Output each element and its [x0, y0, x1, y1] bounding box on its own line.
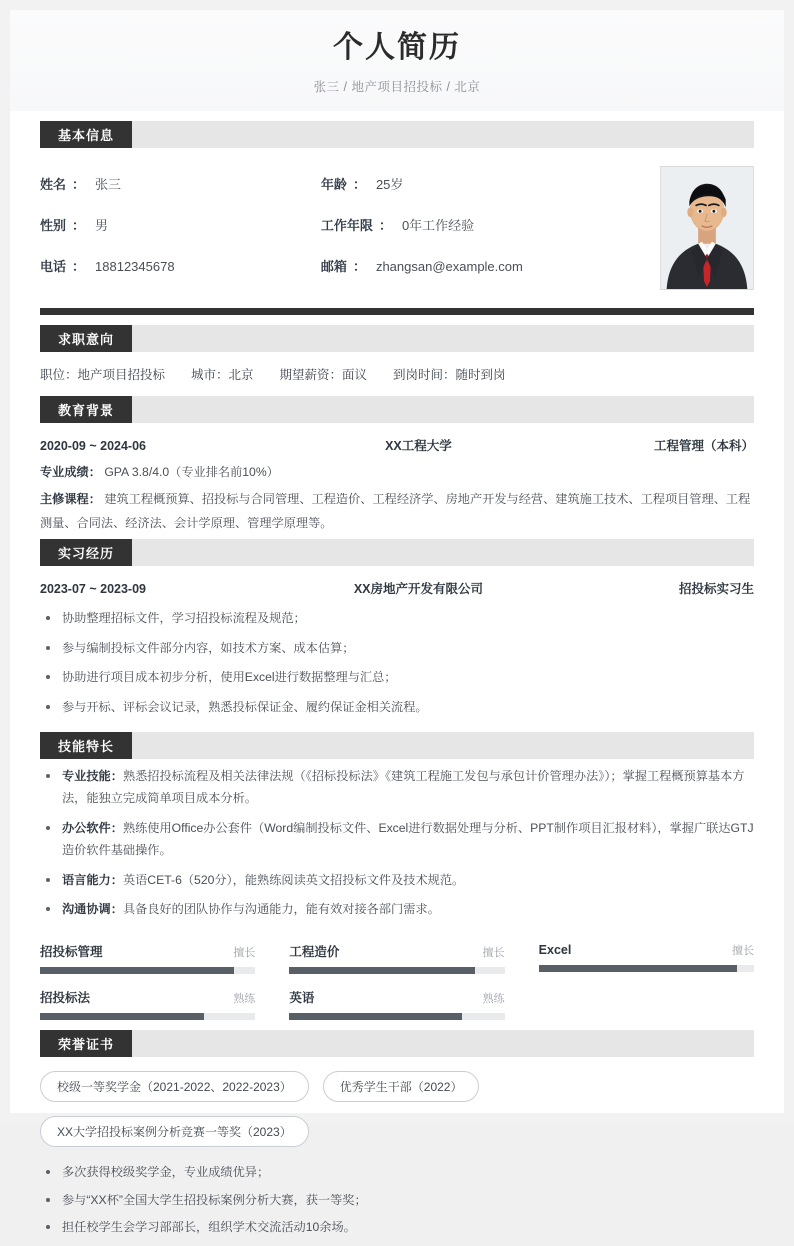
skill-bar-track — [539, 965, 754, 972]
internship-period: 2023-07 ~ 2023-09 — [40, 582, 146, 597]
list-item: 办公软件：熟练使用Office办公套件（Word编制投标文件、Excel进行数据处理与分析、PPT制作项目汇报材料），掌握广联达GTJ造价软件基础操作。 — [40, 817, 754, 862]
education-major: 工程管理（本科） — [653, 439, 754, 453]
education-courses-label: 主修课程 — [40, 491, 89, 506]
skills-bullet-list — [40, 759, 754, 930]
education-courses-line: 主修课程： 建筑工程概预算、招投标与合同管理、工程造价、工程经济学、房地产开发与经营、建筑施工技术、工程项目管理、工程测量、合同法、经济法、会计学原理、管理学原理等。 — [40, 491, 751, 530]
list-item: 多次获得校级奖学金，专业成绩优异； — [40, 1161, 754, 1184]
honor-bullet-list — [40, 1155, 754, 1246]
avatar — [660, 166, 754, 290]
field-age: 年龄 ： 25岁 — [320, 177, 404, 192]
skill-bar-level: 熟练 — [482, 992, 505, 1005]
page-subtitle: 张三 / 地产项目招投标 / 北京 — [313, 80, 481, 94]
skill-bar-level: 擅长 — [731, 944, 754, 957]
skill-bar-fill — [40, 1013, 204, 1020]
section-header-basic — [40, 121, 754, 148]
skill-bar-name: 工程造价 — [289, 944, 340, 959]
list-item: 语言能力：英语CET-6（520分），能熟练阅读英文招投标文件及技术规范。 — [40, 869, 754, 892]
skill-label: 办公软件 — [62, 820, 111, 835]
honor-tag-list — [40, 1057, 754, 1155]
education-gpa-value: GPA 3.8/4.0（专业排名前10%） — [104, 465, 279, 479]
education-courses-value: 建筑工程概预算、招投标与合同管理、工程造价、工程经济学、房地产开发与经营、建筑施工技术、工程项目管理、工程测量、合同法、经济法、会计学原理、管理学原理等。 — [40, 491, 751, 530]
education-gpa-label: 专业成绩 — [40, 465, 89, 479]
skill-label: 专业技能 — [62, 768, 111, 783]
section-title-internship: 实习经历 — [40, 539, 132, 566]
education-entry-header — [40, 423, 754, 458]
list-item: 协助进行项目成本初步分析，使用Excel进行数据整理与汇总； — [40, 666, 754, 689]
skill-bar-level: 擅长 — [482, 946, 505, 959]
intent-city: 城市：北京 — [191, 368, 254, 382]
skill-bar-item — [40, 988, 255, 1020]
basic-info-block — [40, 148, 754, 298]
skill-text: 熟练使用Office办公套件（Word编制投标文件、Excel进行数据处理与分析、PPT制作项目汇报材料），掌握广联达GTJ造价软件基础操作。 — [62, 820, 754, 858]
skill-bar-grid — [40, 930, 754, 1026]
section-header-honors — [40, 1030, 754, 1057]
section-title-intent: 求职意向 — [40, 325, 132, 352]
honor-tag: 优秀学生干部（2022） — [323, 1071, 480, 1102]
skill-bar-name: 英语 — [289, 990, 315, 1005]
field-gender: 性别 ： 男 — [40, 218, 109, 233]
skill-bar-name: 招投标法 — [40, 990, 91, 1005]
skill-bar-track — [289, 967, 504, 974]
field-email: 邮箱 ： zhangsan@example.com — [320, 259, 523, 274]
field-work-years: 工作年限 ： 0年工作经验 — [320, 218, 475, 233]
skill-bar-fill — [289, 967, 474, 974]
job-intention-row — [40, 352, 754, 392]
skill-label: 语言能力 — [62, 872, 111, 887]
section-divider — [40, 308, 754, 315]
education-period: 2020-09 ~ 2024-06 — [40, 439, 146, 453]
skill-text: 熟悉招投标流程及相关法律法规（《招标投标法》《建筑工程施工发包与承包计价管理办法》）；掌握工程概预算基本方法，能独立完成简单项目成本分析。 — [62, 768, 745, 806]
skill-bar-item — [289, 942, 504, 974]
skill-text: 具备良好的团队协作与沟通能力，能有效对接各部门需求。 — [122, 902, 440, 917]
skill-bar-track — [40, 967, 255, 974]
section-title-skills: 技能特长 — [40, 732, 132, 759]
skill-label: 沟通协调 — [62, 902, 111, 917]
list-item: 沟通协调：具备良好的团队协作与沟通能力，能有效对接各部门需求。 — [40, 898, 754, 921]
section-title-basic: 基本信息 — [40, 121, 132, 148]
list-item: 担任校学生会学习部部长，组织学术交流活动10余场。 — [40, 1216, 754, 1239]
section-header-skills — [40, 732, 754, 759]
internship-role: 招投标实习生 — [678, 582, 754, 597]
list-item: 参与开标、评标会议记录，熟悉投标保证金、履约保证金相关流程。 — [40, 696, 754, 719]
section-header-internship — [40, 539, 754, 566]
section-title-honors: 荣誉证书 — [40, 1030, 132, 1057]
portrait-photo-icon — [661, 167, 753, 289]
resume-header — [10, 10, 784, 111]
internship-company: XX房地产开发有限公司 — [353, 582, 483, 597]
field-phone: 电话 ： 18812345678 — [40, 259, 175, 274]
intent-availability: 到岗时间：随时到岗 — [393, 368, 506, 382]
skill-bar-item — [539, 942, 754, 974]
honor-tag: 校级一等奖学金（2021-2022、2022-2023） — [40, 1071, 309, 1102]
section-header-intent — [40, 325, 754, 352]
intent-salary: 期望薪资：面议 — [279, 368, 368, 382]
skill-bar-item — [289, 988, 504, 1020]
skill-bar-item — [40, 942, 255, 974]
skill-bar-level: 熟练 — [233, 992, 256, 1005]
list-item: 参与“XX杯”全国大学生招投标案例分析大赛，获一等奖； — [40, 1189, 754, 1212]
section-title-education: 教育背景 — [40, 396, 132, 423]
skill-bar-fill — [40, 967, 234, 974]
basic-info-fields — [40, 166, 644, 275]
education-gpa-line: 专业成绩： GPA 3.8/4.0（专业排名前10%） — [40, 465, 279, 479]
intent-position: 职位：地产项目招投标 — [40, 368, 166, 382]
skill-bar-track — [40, 1013, 255, 1020]
section-header-education — [40, 396, 754, 423]
internship-entry-header — [40, 566, 754, 601]
honor-tag: XX大学招投标案例分析竞赛一等奖（2023） — [40, 1116, 309, 1147]
skill-bar-name: 招投标管理 — [40, 944, 103, 959]
skill-bar-level: 擅长 — [233, 946, 256, 959]
list-item: 协助整理招标文件，学习招投标流程及规范； — [40, 607, 754, 630]
field-name: 姓名 ： 张三 — [40, 177, 122, 192]
skill-bar-name: Excel — [538, 942, 572, 957]
skill-text: 英语CET-6（520分），能熟练阅读英文招投标文件及技术规范。 — [122, 872, 465, 887]
list-item: 专业技能：熟悉招投标流程及相关法律法规（《招标投标法》《建筑工程施工发包与承包计价管理办法》）；掌握工程概预算基本方法，能独立完成简单项目成本分析。 — [40, 765, 754, 810]
skill-bar-fill — [289, 1013, 461, 1020]
list-item: 参与编制投标文件部分内容，如技术方案、成本估算； — [40, 637, 754, 660]
skill-bar-track — [289, 1013, 504, 1020]
education-school: XX工程大学 — [385, 439, 452, 453]
page-title: 个人简历 — [333, 31, 461, 64]
internship-bullet-list — [40, 601, 754, 727]
skill-bar-fill — [539, 965, 737, 972]
